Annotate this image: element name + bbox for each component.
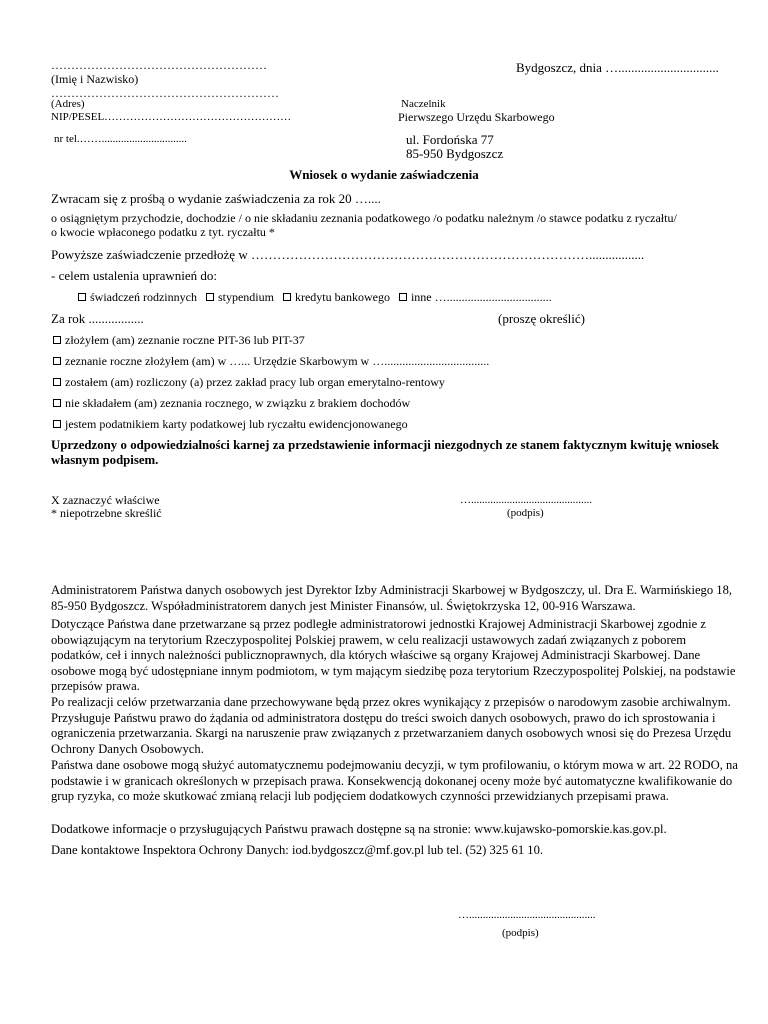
checkbox-icon[interactable] [53,420,61,428]
note-strike-unneeded: * niepotrzebne skreślić [51,506,162,520]
purpose-option-bank-loan[interactable]: kredytu bankowego [283,290,390,304]
declaration-text: Uprzedzony o odpowiedzialności karnej za przedstawienie informacji niezgodnych ze stanem faktycznym kwituję wniosek własnym podpisem. [51,438,719,468]
city-date-field[interactable]: Bydgoszcz, dnia …............................... [516,60,719,75]
purpose-option-family-benefits[interactable]: świadczeń rodzinnych [78,290,197,304]
checkbox-icon[interactable] [206,293,214,301]
status-option-no-income[interactable]: nie składałem (am) zeznania rocznego, w związku z brakiem dochodów [53,396,410,411]
checkbox-icon[interactable] [53,399,61,407]
submit-to-line: Powyższe zaświadczenie przedłożę w ……………………………………………………………………................. [51,247,645,262]
recipient-postal: 85-950 Bydgoszcz [406,146,504,161]
signature-line[interactable]: …............................................ [460,494,592,506]
scope-line-2: o kwocie wpłaconego podatku z tyt. ryczałtu * [51,225,275,239]
gdpr-paragraph-4: Państwa dane osobowe mogą służyć automatycznemu podejmowaniu decyzji, w tym profilowaniu, o którym mowa w art. 22 RODO, na podstawie i w granicach określonych w przepisach prawa. Konsekwencją dokonanej oceny może być automatyczne kwalifikowanie do grup ryzyka, co może skutkować zmianą relacji lub podjęciem dodatkowych czynności przewidzianych przepisami prawa. [51,758,738,804]
status-option-tax-card[interactable]: jestem podatnikiem karty podatkowej lub ryczałtu ewidencjonowanego [53,417,408,432]
checkbox-icon[interactable] [53,357,61,365]
checkbox-icon[interactable] [78,293,86,301]
gdpr-paragraph-5: Dodatkowe informacje o przysługujących Państwu prawach dostępne są na stronie: www.kujawsko-pomorskie.kas.gov.pl. [51,822,667,836]
recipient-street: ul. Fordońska 77 [406,132,494,147]
purpose-option-other[interactable]: inne …................................... [399,290,552,304]
purpose-options [78,290,552,305]
recipient-office: Pierwszego Urzędu Skarbowego [398,110,555,124]
status-option-employer[interactable]: zostałem (am) rozliczony (a) przez zakład pracy lub organ emerytalno-rentowy [53,375,445,390]
form-title: Wniosek o wydanie zaświadczenia [289,167,479,182]
checkbox-icon[interactable] [53,378,61,386]
year-field[interactable]: Za rok ................. [51,311,144,326]
checkbox-icon[interactable] [53,336,61,344]
address-label: (Adres) [51,98,85,110]
checkbox-icon[interactable] [399,293,407,301]
note-mark-applicable: X zaznaczyć właściwe [51,493,160,507]
status-option-filed-office[interactable]: zeznanie roczne złożyłem (am) w …... Urzędzie Skarbowym w …................................... [53,354,489,369]
specify-label: (proszę określić) [498,311,585,326]
gdpr-paragraph-2: Dotyczące Państwa dane przetwarzane są przez podległe administratorowi jednostki Krajowej Administracji Skarbowej zgodnie z obowiązującym na terytorium Rzeczypospolitej Polskiej prawem, w celu realizacji ustawowych zadań związanych z poborem podatków, ceł i innych należności publicznoprawnych, dla których właściwe są organy Krajowej Administracji Skarbowej. Dane osobowe mogą być udostępniane innym podmiotom, w tym mającym siedzibę poza terytorium Rzeczypospolitej Polskiej, na podstawie przepisów prawa. [51,617,736,694]
status-option-pit[interactable]: złożyłem (am) zeznanie roczne PIT-36 lub PIT-37 [53,333,305,348]
name-label: (Imię i Nazwisko) [51,72,139,86]
phone-field[interactable]: nr tel.……............................... [54,133,187,145]
gdpr-signature-line[interactable]: ….............................................. [458,909,596,921]
recipient-title: Naczelnik [401,98,446,110]
purpose-option-scholarship[interactable]: stypendium [206,290,274,304]
gdpr-paragraph-6: Dane kontaktowe Inspektora Ochrony Danych: iod.bydgoszcz@mf.gov.pl lub tel. (52) 325 61 10. [51,843,544,857]
scope-line-1: o osiągniętym przychodzie, dochodzie / o nie składaniu zeznania podatkowego /o podatku należnym /o stawce podatku z ryczałtu/ [51,211,677,225]
signature-label: (podpis) [507,507,544,519]
name-field-dots[interactable]: ……………………………………………… [51,58,267,72]
request-line: Zwracam się z prośbą o wydanie zaświadczenia za rok 20 ….... [51,191,381,206]
nip-pesel-field[interactable]: NIP/PESEL…………………………………………… [51,111,292,123]
purpose-label: - celem ustalenia uprawnień do: [51,268,218,283]
gdpr-paragraph-1: Administratorem Państwa danych osobowych jest Dyrektor Izby Administracji Skarbowej w Bydgoszczy, ul. Dra E. Warmińskiego 18, 85-950 Bydgoszcz. Współadministratorem danych jest Minister Finansów, ul. Świętokrzyska 12, 00-916 Warszawa. [51,583,733,613]
address-field-dots[interactable]: ………………………………………………… [51,86,279,100]
gdpr-paragraph-3: Po realizacji celów przetwarzania dane przechowywane będą przez okres wynikający z przepisów o narodowym zasobie archiwalnym. Przysługuje Państwu prawo do żądania od administratora dostępu do treści swoich danych osobowych, prawo do ich sprostowania i ograniczenia przetwarzania. Skargi na naruszenie praw związanych z przetwarzaniem danych osobowych wnosi się do Prezesa Urzędu Ochrony Danych Osobowych. [51,695,732,756]
gdpr-signature-label: (podpis) [502,927,539,939]
checkbox-icon[interactable] [283,293,291,301]
